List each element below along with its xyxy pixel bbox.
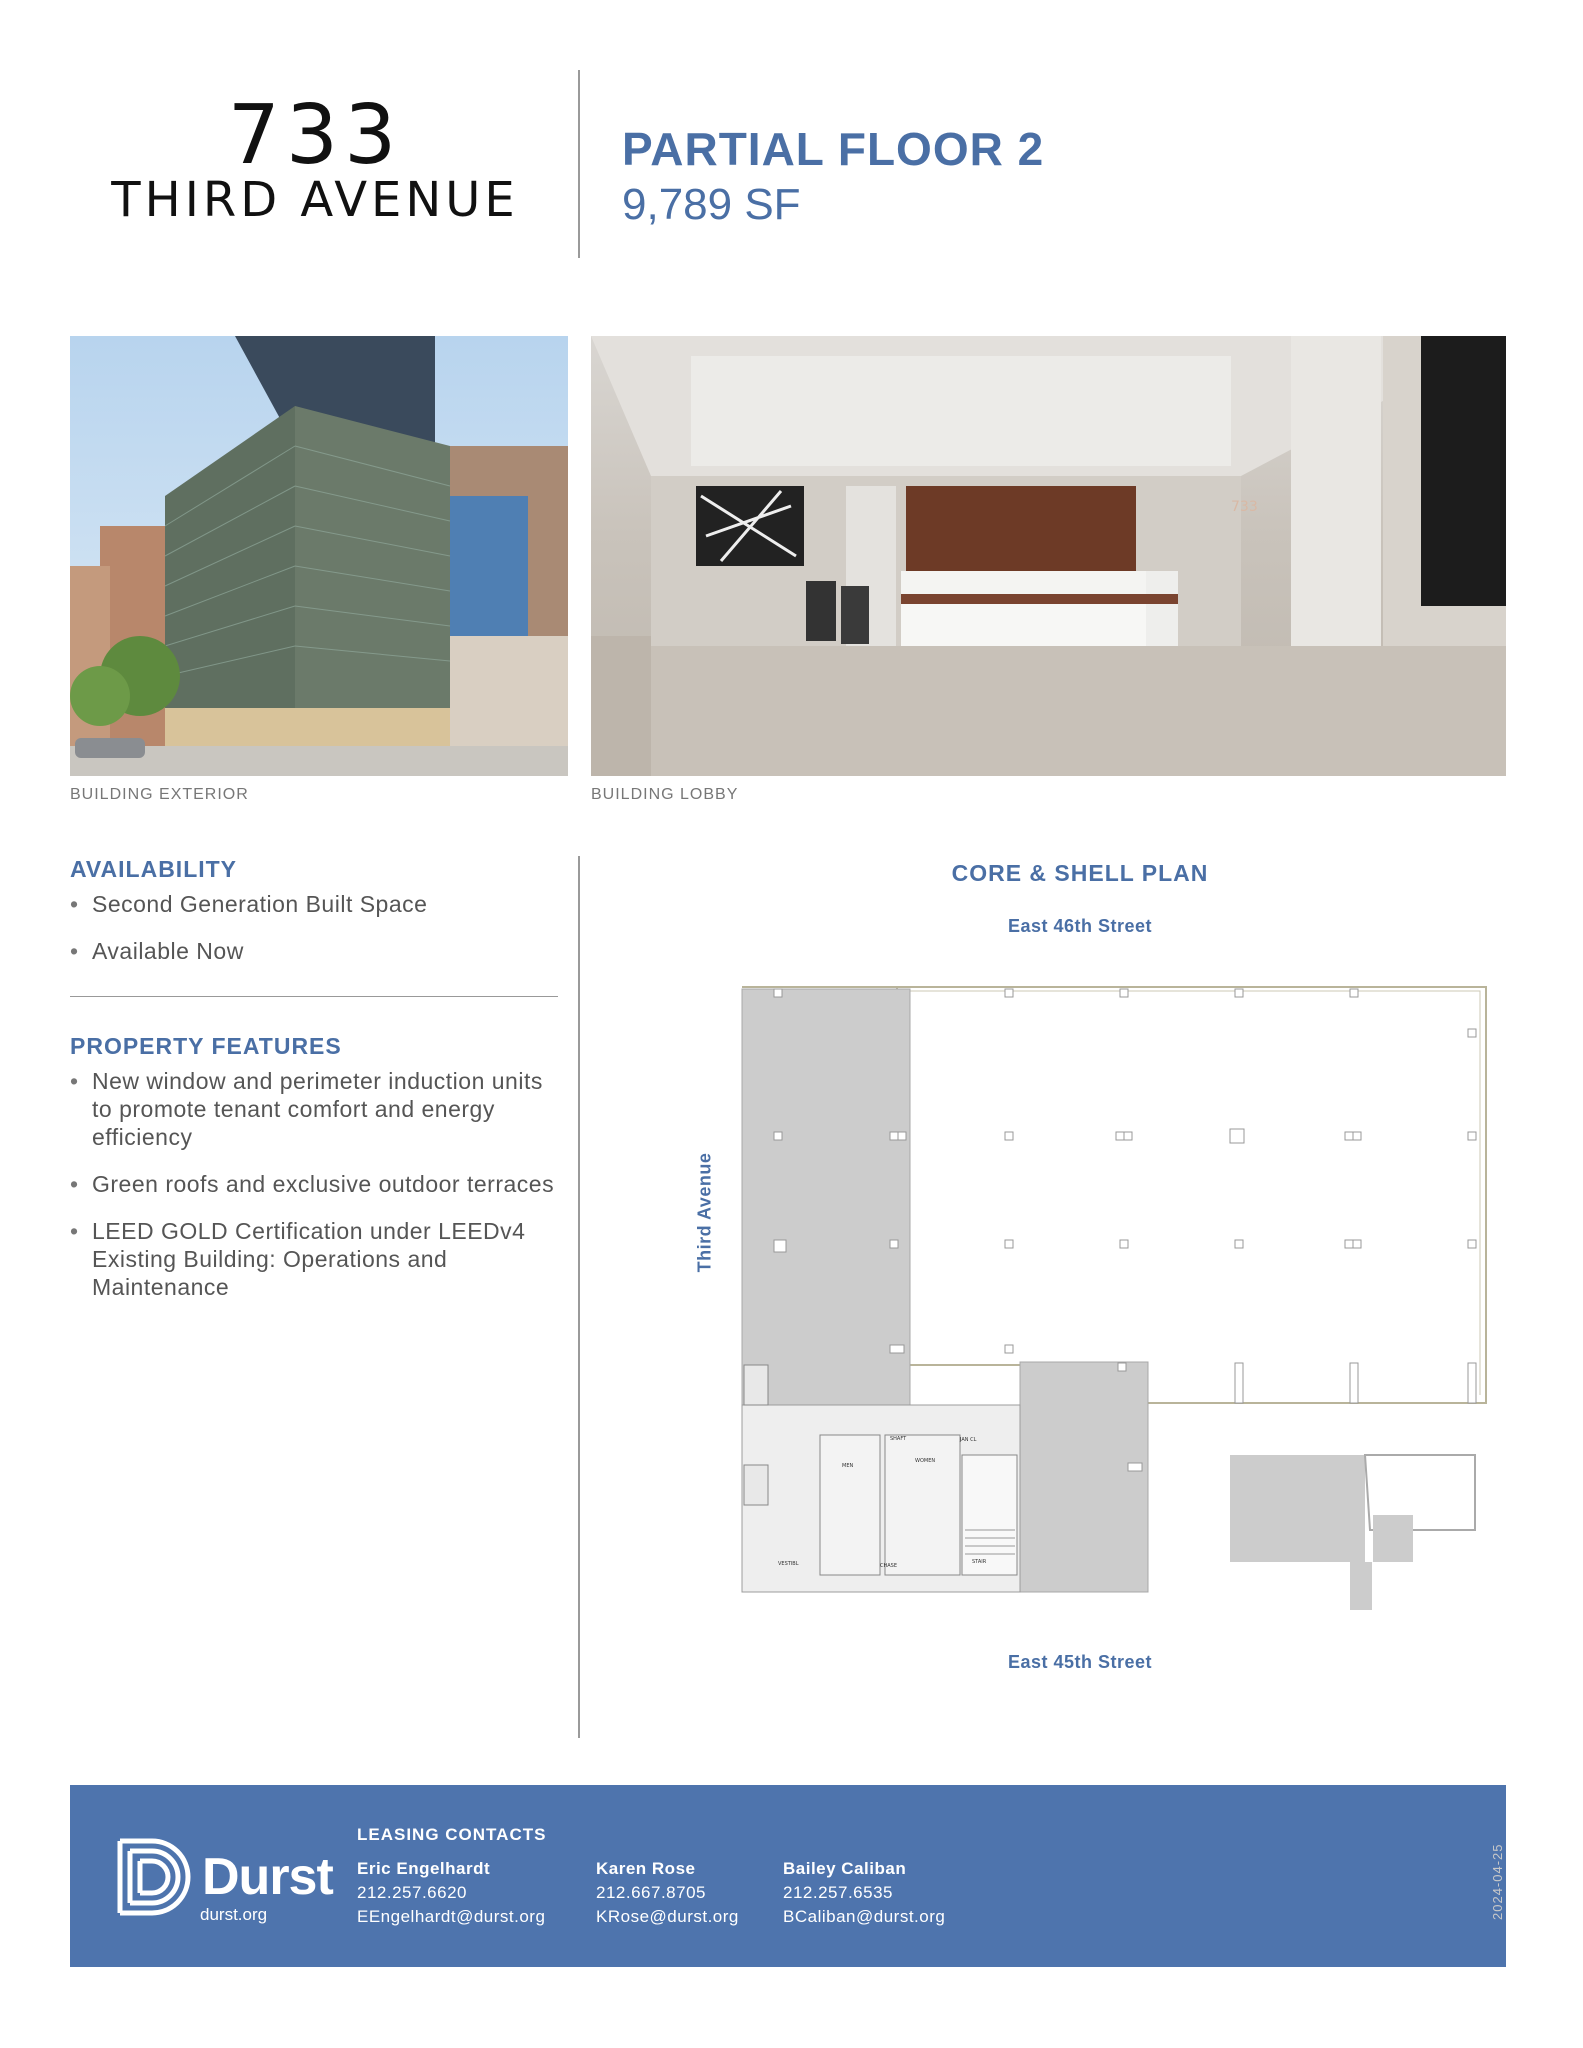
feature-item: • Green roofs and exclusive outdoor terraces (70, 1170, 560, 1198)
feature-item: • New window and perimeter induction units to promote tenant comfort and energy efficiency (70, 1067, 560, 1151)
floor-plan-drawing (730, 985, 1510, 1635)
room-label-janitor: JAN CL (960, 1437, 977, 1443)
building-lobby-photo (591, 336, 1506, 776)
floor-size: 9,789 SF (622, 180, 801, 229)
durst-brand-name: Durst (202, 1848, 333, 1906)
plan-title: CORE & SHELL PLAN (951, 860, 1209, 886)
lobby-sign-text: 733 (1231, 499, 1258, 515)
contact-name: Bailey Caliban (783, 1859, 907, 1878)
room-label-chase: CHASE (880, 1563, 898, 1569)
exterior-caption: BUILDING EXTERIOR (70, 786, 249, 803)
leasing-contacts-heading: LEASING CONTACTS (357, 1825, 547, 1844)
contact-phone[interactable]: 212.257.6620 (357, 1883, 467, 1902)
room-label-stair: STAIR (972, 1559, 987, 1565)
west-street-label: Third Avenue (694, 1152, 715, 1273)
availability-list (70, 890, 570, 984)
features-list (70, 1067, 560, 1320)
durst-website[interactable]: durst.org (200, 1905, 268, 1924)
room-label-shaft: SHAFT (890, 1436, 907, 1442)
floor-title: PARTIAL FLOOR 2 (622, 123, 1045, 175)
contact-email[interactable]: BCaliban@durst.org (783, 1907, 946, 1926)
footer-banner (70, 1785, 1506, 1967)
south-street-label: East 45th Street (1007, 1652, 1153, 1672)
contact-email[interactable]: KRose@durst.org (596, 1907, 739, 1926)
building-exterior-photo (70, 336, 568, 776)
contact-card (596, 1857, 739, 1929)
durst-logo-icon (112, 1837, 202, 1917)
features-heading: PROPERTY FEATURES (70, 1033, 342, 1059)
availability-item: • Available Now (70, 937, 570, 965)
contact-card (783, 1857, 945, 1929)
date-stamp: 2024-04-25 (1490, 1843, 1505, 1920)
north-street-label: East 46th Street (1007, 916, 1153, 936)
room-label-men: MEN (842, 1463, 854, 1469)
building-number: 733 (227, 88, 403, 183)
header-divider (578, 70, 580, 258)
contact-email[interactable]: EEngelhardt@durst.org (357, 1907, 546, 1926)
availability-heading: AVAILABILITY (70, 856, 238, 882)
contact-phone[interactable]: 212.667.8705 (596, 1883, 706, 1902)
building-lobby-illustration (591, 336, 1506, 776)
floor-plan (730, 985, 1510, 1640)
section-divider (70, 996, 558, 997)
contact-name: Eric Engelhardt (357, 1859, 491, 1878)
availability-item: • Second Generation Built Space (70, 890, 570, 918)
building-name: THIRD AVENUE (111, 172, 519, 228)
column-divider (578, 856, 580, 1738)
room-label-vestibule: VESTIBL (778, 1561, 799, 1567)
key-plan (1230, 1455, 1475, 1610)
room-label-women: WOMEN (915, 1458, 936, 1464)
contact-name: Karen Rose (596, 1859, 696, 1878)
contact-phone[interactable]: 212.257.6535 (783, 1883, 893, 1902)
building-exterior-illustration (70, 336, 568, 776)
lobby-caption: BUILDING LOBBY (591, 786, 739, 803)
contact-card (357, 1857, 545, 1929)
feature-item: • LEED GOLD Certification under LEEDv4 Existing Building: Operations and Maintenance (70, 1217, 560, 1301)
